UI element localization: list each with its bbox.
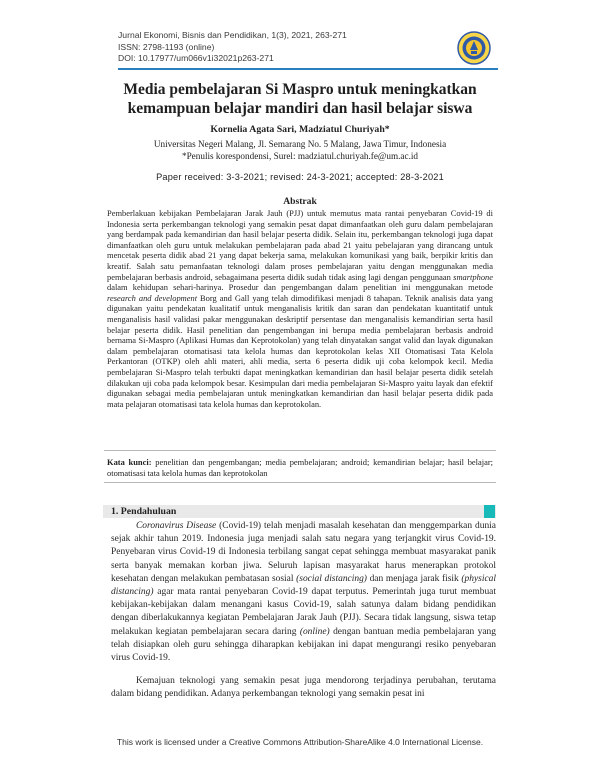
section-heading: 1. Pendahuluan	[111, 506, 177, 517]
abstract-italic-2: research and development	[107, 292, 198, 303]
intro-text-d: dengan bantuan media pembelajaran yang telah disiapkan oleh guru sehingga diharapkan kebijakan ini dapat mengurangi resiko penyebaran virus Covid-19.	[111, 626, 496, 664]
abstract-body	[107, 208, 493, 409]
intro-italic-1: Coronavirus Disease	[136, 521, 217, 531]
license-footer: This work is licensed under a Creative Commons Attribution-ShareAlike 4.0 International License.	[116, 737, 484, 747]
journal-citation: Jurnal Ekonomi, Bisnis dan Pendidikan, 1(3), 2021, 263-271	[118, 30, 347, 40]
keywords-rule-top	[104, 450, 496, 451]
section-accent-block	[484, 505, 495, 518]
affiliation-block	[100, 138, 500, 162]
article-title	[100, 80, 500, 118]
intro-text-b: dan menjaga jarak fisik	[366, 573, 462, 584]
university-emblem-icon	[457, 31, 491, 65]
abstract-italic-1: smartphone	[453, 271, 493, 282]
introduction-body	[111, 520, 496, 702]
intro-text-a: (Covid-19) telah menjadi masalah kesehatan dan menggemparkan dunia sejak akhir tahun 2019. Indonesia juga menjadi salah satu negara yang terjangkit virus Covid-19. Penyebaran virus Covid-19 di Indonesia terbilang sangat cepat sehingga membuat masyarakat panik serta banyak memakan korban jiwa. Seluruh lapisan masyarakat harus menerapkan protokol kesehatan dengan melakukan pembatasan sosial	[111, 521, 496, 584]
journal-doi: DOI: 10.17977/um066v1i32021p263-271	[118, 53, 274, 63]
correspondence: *Penulis korespondensi, Surel: madziatul.churiyah.fe@um.ac.id	[181, 151, 419, 161]
intro-italic-2: (social distancing)	[296, 573, 367, 584]
paper-dates: Paper received: 3-3-2021; revised: 24-3-2021; accepted: 28-3-2021	[156, 172, 444, 182]
abstract-text-2: dalam kehidupan sehari-harinya. Prosedur dan pengembangan dalam penelitian ini menggunakan metode	[107, 282, 493, 293]
keywords-text: penelitian dan pengembangan; media pembelajaran; android; kemandirian belajar; hasil belajar; otomatisasi tata kelola humas dan keprotokolan	[107, 457, 493, 478]
title-line-1: Media pembelajaran Si Maspro untuk meningkatkan	[123, 81, 477, 98]
keywords-label: Kata kunci:	[107, 457, 152, 467]
title-line-2: kemampuan belajar mandiri dan hasil belajar siswa	[127, 100, 473, 117]
authors: Kornelia Agata Sari, Madziatul Churiyah*	[210, 124, 390, 135]
header-rule	[118, 68, 498, 70]
intro-text-c: agar mata rantai penyebaran Covid-19 dapat terputus. Pemerintah juga turut membuat kebijakan-kebijakan dalam menangani kasus Covid-19, salah satunya dalam bidang pendidikan dengan diberlakukannya kegiatan Pembelajaran Jarak Jauh (PJJ). Secara tidak langsung, siswa tetap melakukan kegiatan pembelajaran secara daring	[111, 587, 496, 637]
intro-italic-4: (online)	[299, 626, 330, 637]
keywords	[107, 457, 493, 478]
abstract-text-1: Pemberlakuan kebijakan Pembelajaran Jarak Jauh (PJJ) untuk memutus mata rantai penyebaran Covid-19 di Indonesia serta perkembangan teknologi yang semakin pesat dapat dimanfaatkan oleh guru dalam pembelajaran yang berdampak pada kemandirian dan hasil belajar peserta didik. Selain itu, perkembangan teknologi juga dapat dimanfaatkan oleh guru untuk melakukan pembelajaran pada abad 21 yaitu pebelajaran yang dirancang untuk mencetak peserta didik abad 21 yang dapat bekerja sama, melakukan komunikasi yang baik, berpikir kritis dan kreatif. Salah satu pemanfaatan teknologi dalam proses pembelajaran yaitu dengan menggunakan media pembelajaran berbasis android, sebagaimana peserta didik sudah tidak asing lagi dengan penggunaan	[107, 208, 493, 282]
journal-info	[118, 30, 347, 65]
intro-paragraph-2: Kemajuan teknologi yang semakin pesat juga mendorong terjadinya perubahan, terutama dalam bidang pendidikan. Adanya perkembangan teknologi yang semakin pesat ini	[111, 676, 496, 700]
intro-italic-3: (physical distancing)	[111, 573, 496, 598]
abstract-heading: Abstrak	[283, 196, 317, 207]
journal-issn: ISSN: 2798-1193 (online)	[118, 41, 215, 52]
abstract-text-3: Borg and Gall yang telah dimodifikasi menjadi 8 tahapan. Teknik analisis data yang digunakan yaitu pendekatan kualitatif untuk menganalisis kritik dan saran dan pendekatan kuantitatif untuk menganalisis hasil validasi pakar menggunakan deskriptif persentase dan menganalisis kemandirian serta hasil belajar peserta didik. Hasil penelitian dan pengembangan ini berupa media pembelajaran berbasis android bernama Si-Maspro (Aplikasi Humas dan Keprotokolan) yang telah dinyatakan sangat valid dan layak digunakan dalam pembelajaran otomatisasi tata kelola humas dan keprotokolan kelas XII Otomatisasi Tata Kelola Perkantoran (OTKP) oleh ahli materi, ahli media, serta 6 peserta didik uji coba kelompok kecil. Media pembelajaran Si-Maspro telah terbukti dapat meningkatkan kemandirian dan hasil belajar peserta didik setelah dilakukan uji coba pada kelompok besar. Kesimpulan dari media pembelajaran Si-Maspro yaitu layak dan efektif digunakan sebagai media pembelajaran untuk meningkatkan kemandirian dan hasil belajar peserta didik pada mata pelajaran otomatisasi tata kelola humas dan keprotokolan.	[107, 292, 493, 409]
affiliation: Universitas Negeri Malang, Jl. Semarang No. 5 Malang, Jawa Timur, Indonesia	[153, 139, 447, 149]
intro-paragraph-1	[111, 520, 496, 665]
keywords-rule-bottom	[104, 482, 496, 483]
